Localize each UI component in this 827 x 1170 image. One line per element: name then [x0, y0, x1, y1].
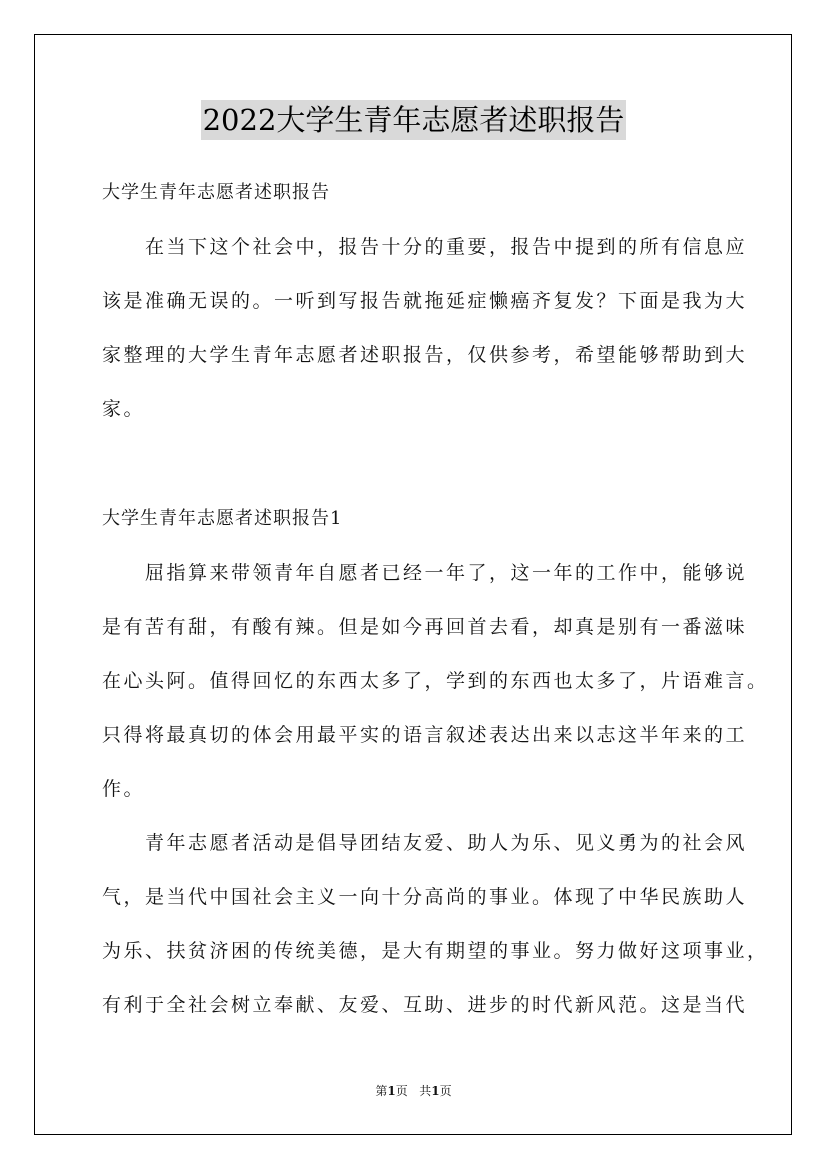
paragraph-line: 屈指算来带领青年自愿者已经一年了，这一年的工作中，能够说	[145, 562, 748, 584]
page-footer	[0, 1082, 827, 1100]
section1-heading: 大学生青年志愿者述职报告1	[102, 508, 343, 529]
footer-page-suffix: 页	[395, 1084, 408, 1098]
paragraph-line: 在心头阿。值得回忆的东西太多了，学到的东西也太多了，片语难言。	[102, 670, 769, 692]
footer-total-suffix: 页	[439, 1084, 452, 1098]
paragraph-line: 作。	[102, 778, 146, 800]
section1-paragraph-1	[102, 546, 769, 816]
paragraph-line: 气，是当代中国社会主义一向十分高尚的事业。体现了中华民族助人	[102, 886, 748, 908]
paragraph-line: 为乐、扶贫济困的传统美德，是大有期望的事业。努力做好这项事业，	[102, 940, 769, 962]
footer-page-prefix: 第	[375, 1084, 388, 1098]
paragraph-line: 家。	[102, 398, 146, 420]
paragraph-line: 家整理的大学生青年志愿者述职报告，仅供参考，希望能够帮助到大	[102, 344, 748, 366]
footer-total-number: 1	[431, 1084, 440, 1098]
paragraph-line: 有利于全社会树立奉献、友爱、互助、进步的时代新风范。这是当代	[102, 994, 748, 1016]
footer-total-prefix: 共	[419, 1084, 432, 1098]
paragraph-line: 该是准确无误的。一听到写报告就拖延症懒癌齐复发？下面是我为大	[102, 290, 748, 312]
title-container	[0, 100, 827, 140]
intro-paragraph	[102, 220, 746, 436]
paragraph-line: 是有苦有甜，有酸有辣。但是如今再回首去看，却真是别有一番滋味	[102, 616, 748, 638]
paragraph-line: 在当下这个社会中，报告十分的重要，报告中提到的所有信息应	[145, 236, 748, 258]
document-title: 2022大学生青年志愿者述职报告	[201, 100, 627, 140]
intro-heading: 大学生青年志愿者述职报告	[102, 182, 330, 203]
footer-page-number: 1	[387, 1084, 396, 1098]
paragraph-line: 只得将最真切的体会用最平实的语言叙述表达出来以志这半年来的工	[102, 724, 748, 746]
section1-paragraph-2	[102, 816, 769, 1032]
paragraph-line: 青年志愿者活动是倡导团结友爱、助人为乐、见义勇为的社会风	[145, 832, 748, 854]
